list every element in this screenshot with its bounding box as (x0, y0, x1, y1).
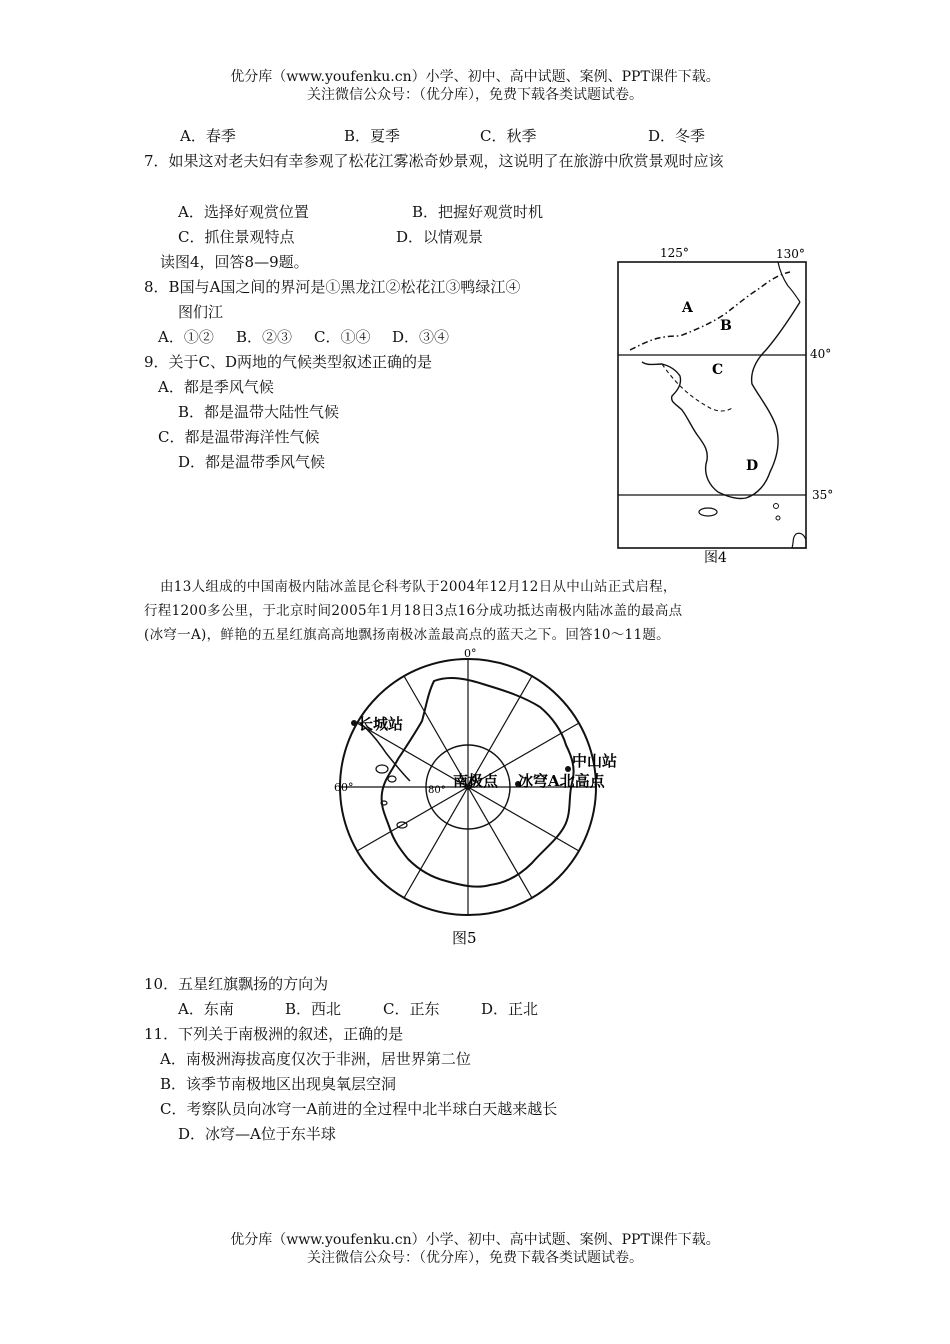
q9-option-c: C．都是温带海洋性气候 (158, 428, 320, 446)
q7-option-a: A．选择好观赏位置 (178, 203, 309, 221)
figure-5-caption: 图5 (452, 929, 477, 945)
border-a-b (630, 272, 790, 350)
region-label-a: A (682, 300, 693, 316)
passage-line-2: 行程1200多公里，于北京时间2005年1月18日3点16分成功抵达南极内陆冰盖的最高点 (144, 603, 683, 619)
q6-option-b: B．夏季 (344, 127, 401, 145)
lat-40-label: 40° (810, 347, 832, 361)
q7-option-c: C．抓住景观特点 (178, 228, 295, 246)
island-small-1 (774, 504, 779, 509)
footer-line-1: 优分库（www.youfenku.cn）小学、初中、高中试题、案例、PPT课件下载。 (230, 1232, 720, 1248)
header-line-2: 关注微信公众号：（优分库），免费下载各类试题试卷。 (307, 87, 643, 103)
q9-option-b: B．都是温带大陆性气候 (178, 403, 340, 421)
q6-option-d: D．冬季 (648, 127, 706, 145)
region-label-d: D (746, 458, 759, 474)
q10-option-a: A．东南 (178, 1000, 234, 1018)
region-label-c: C (712, 362, 724, 378)
q7-option-d: D．以情观景 (396, 228, 484, 246)
zhongshan-station-dot (565, 766, 571, 772)
figure-5-map (310, 645, 640, 945)
q10-stem: 10．五星红旗飘扬的方向为 (144, 975, 329, 993)
footer-line-2: 关注微信公众号：（优分库），免费下载各类试题试卷。 (307, 1250, 643, 1266)
lat-35-label: 35° (812, 488, 834, 502)
q11-option-b: B．该季节南极地区出现臭氧层空洞 (160, 1075, 397, 1093)
islands (376, 765, 407, 828)
q6-option-c: C．秋季 (480, 127, 537, 145)
q9-option-a: A．都是季风气候 (158, 378, 274, 396)
q11-option-d: D．冰穹—A位于东半球 (178, 1125, 336, 1143)
zhongshan-station-label: 中山站 (572, 752, 618, 770)
q10-option-c: C．正东 (383, 1000, 440, 1018)
q8-option-b: B．②③ (236, 328, 293, 346)
q8-stem-line-1: 8．B国与A国之间的界河是①黑龙江②松花江③鸭绿江④ (144, 278, 521, 296)
q6-option-a: A．春季 (180, 127, 236, 145)
q8-option-a: A．①② (158, 328, 214, 346)
meridian-0-label: 0° (464, 647, 477, 660)
q10-option-b: B．西北 (285, 1000, 342, 1018)
lon-125-label: 125° (660, 246, 689, 260)
intro-8-9: 读图4，回答8—9题。 (160, 253, 309, 271)
header-line-1: 优分库（www.youfenku.cn）小学、初中、高中试题、案例、PPT课件下载。 (230, 69, 720, 85)
island-small-2 (776, 516, 780, 520)
latitude-60-label: 60° (334, 781, 354, 794)
latitude-80-label: 80° (428, 785, 446, 796)
q7-stem: 7．如果这对老夫妇有幸参观了松花江雾凇奇妙景观，这说明了在旅游中欣赏景观时应该 (144, 152, 724, 170)
lon-130-label: 130° (776, 247, 805, 261)
q8-option-d: D．③④ (392, 328, 450, 346)
figure-4-caption: 图4 (704, 550, 727, 566)
q9-stem: 9．关于C、D两地的气候类型叙述正确的是 (144, 353, 433, 371)
dome-a-label: 冰穹A北高点 (518, 772, 605, 790)
region-label-b: B (720, 318, 732, 334)
q7-option-b: B．把握好观赏时机 (412, 203, 544, 221)
q11-option-c: C．考察队员向冰穹一A前进的全过程中北半球白天越来越长 (160, 1100, 558, 1118)
q8-stem-line-2: 图们江 (178, 303, 224, 321)
figure-4-map (600, 240, 850, 570)
passage-line-3: (冰穹一A)，鲜艳的五星红旗高高地飘扬南极冰盖最高点的蓝天之下。回答10～11题。 (144, 627, 670, 643)
japan-coast (792, 533, 806, 548)
q11-stem: 11．下列关于南极洲的叙述，正确的是 (144, 1025, 404, 1043)
q9-option-d: D．都是温带季风气候 (178, 453, 326, 471)
changcheng-station-label: 长城站 (358, 715, 404, 733)
passage-line-1: 由13人组成的中国南极内陆冰盖昆仑科考队于2004年12月12日从中山站正式启程， (160, 579, 677, 595)
island-jeju (699, 508, 717, 516)
q8-option-c: C．①④ (314, 328, 371, 346)
changcheng-station-dot (351, 720, 357, 726)
south-pole-label: 南极点 (453, 772, 499, 790)
q11-option-a: A．南极洲海拔高度仅次于非洲，居世界第二位 (160, 1050, 471, 1068)
q10-option-d: D．正北 (481, 1000, 539, 1018)
coastline-northeast (778, 262, 800, 302)
